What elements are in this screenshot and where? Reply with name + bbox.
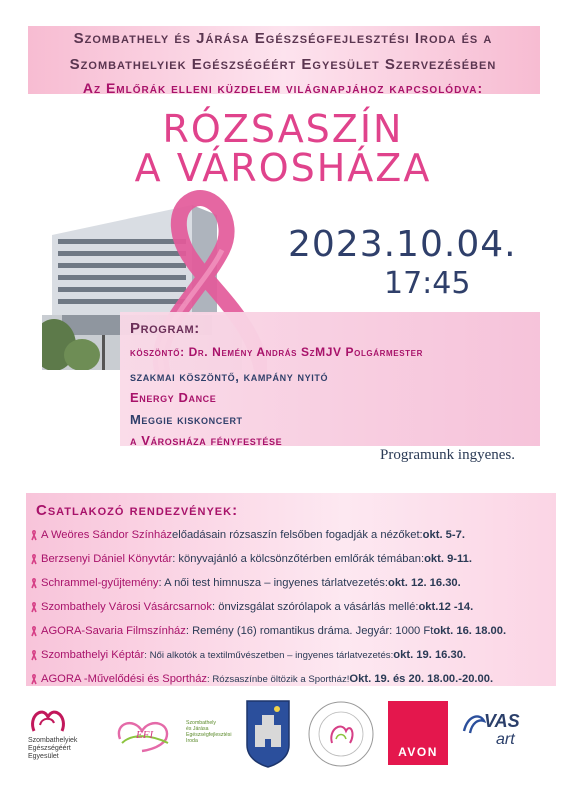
program-item: köszöntő: Dr. Nemény András SzMJV Polgármester xyxy=(130,345,423,359)
event-description: : könyvajánló a kölcsönzőtérben emlőrák témában: xyxy=(172,553,425,565)
event-venue: Szombathely Városi Vásárcsarnok xyxy=(41,601,212,613)
event-list-item xyxy=(30,577,461,589)
event-venue: Szombathelyi Képtár xyxy=(41,649,145,661)
event-venue: Schrammel-gyűjtemény xyxy=(41,577,159,589)
vasart-swirl-icon xyxy=(462,711,486,735)
sponsor-logos-row xyxy=(0,695,566,795)
efi-logo-text: Iroda xyxy=(186,738,198,744)
event-description: : Rózsaszínbe öltözik a Sportház! xyxy=(207,673,350,685)
event-when: okt. 5-7. xyxy=(422,529,465,541)
sze-association-logo xyxy=(28,703,104,763)
joining-events-heading: Csatlakozó rendezvények: xyxy=(36,502,239,519)
efi-logo-text: és Járása xyxy=(186,726,209,732)
program-item: Meggie kiskoncert xyxy=(130,412,243,427)
event-description: : Remény (16) romantikus dráma. Jegyár: 1000 Ft xyxy=(185,625,434,637)
efi-logo-text: Egészségfejlesztési xyxy=(186,732,232,738)
event-venue: A Weöres Sándor Színház xyxy=(41,529,173,541)
sze-logo-text: Egyesület xyxy=(28,753,59,760)
small-ribbon-icon xyxy=(30,673,38,685)
event-venue: Berzsenyi Dániel Könyvtár xyxy=(41,553,173,565)
program-item: a Városháza fényfestése xyxy=(130,433,283,448)
vasart-logo xyxy=(462,707,542,761)
small-ribbon-icon xyxy=(30,601,38,613)
avon-logo-text: AVON xyxy=(398,745,438,759)
efi-logo xyxy=(112,713,240,753)
header-organizer-line1: Szombathely és Járása Egészségfejlesztési Iroda és a xyxy=(73,30,493,47)
avon-logo xyxy=(388,701,448,765)
event-when: okt.12 -14. xyxy=(418,601,474,613)
event-when: okt. 12. 16.30. xyxy=(388,577,461,589)
small-ribbon-icon xyxy=(30,625,38,637)
vasart-logo-text: VAS xyxy=(484,711,520,731)
event-description: : A női test himnusza – ingyenes tárlatvezetés: xyxy=(158,577,388,589)
small-ribbon-icon xyxy=(30,553,38,565)
event-description: : Női alkotók a textilművészetben – ingyenes tárlatvezetés: xyxy=(144,649,394,661)
main-title-line2: A VÁROSHÁZA xyxy=(134,146,432,190)
event-date: 2023.10.04. xyxy=(288,224,517,265)
small-ribbon-icon xyxy=(30,577,38,589)
sze-heart-icon xyxy=(28,703,68,737)
event-when: okt. 16. 18.00. xyxy=(433,625,507,637)
event-list-item xyxy=(30,529,465,541)
event-list-item xyxy=(30,673,493,685)
event-list-item xyxy=(30,625,506,637)
event-when: okt. 19. 16.30. xyxy=(393,649,467,661)
city-coat-of-arms-icon xyxy=(245,699,291,769)
efi-logo-mark: EFI xyxy=(136,729,154,741)
event-list-item xyxy=(30,649,466,661)
event-venue: AGORA-Savaria Filmszínház xyxy=(41,625,186,637)
main-title-line1: RÓZSASZÍN xyxy=(162,107,404,151)
event-list-item xyxy=(30,553,472,565)
efi-heart-icon xyxy=(112,713,182,753)
header-occasion: Az Emlőrák elleni küzdelem világnapjához kapcsolódva: xyxy=(82,80,484,96)
efi-logo-text: Szombathely xyxy=(186,720,216,726)
event-venue: AGORA -Művelődési és Sportház xyxy=(41,673,208,685)
program-item: Energy Dance xyxy=(130,390,217,405)
small-ribbon-icon xyxy=(30,529,38,541)
sze-logo-text: Szombathelyiek xyxy=(28,737,78,744)
header-organizer-line2: Szombathelyiek Egészségéért Egyesület Szervezésében xyxy=(69,56,497,73)
health-center-seal-icon xyxy=(306,699,376,769)
program-item: szakmai köszöntő, kampány nyitó xyxy=(130,369,329,384)
sze-logo-text: Egészségéért xyxy=(28,745,71,752)
program-heading: Program: xyxy=(130,320,200,337)
free-admission-note: Programunk ingyenes. xyxy=(380,447,515,463)
small-ribbon-icon xyxy=(30,649,38,661)
event-time: 17:45 xyxy=(384,266,471,301)
vasart-logo-text: art xyxy=(496,731,515,748)
event-when: okt. 9-11. xyxy=(424,553,472,565)
event-description: : önvizsgálat szórólapok a vásárlás mellé: xyxy=(212,601,419,613)
event-description: előadásain rózsaszín felsőben fogadják a nézőket: xyxy=(172,529,423,541)
event-when: Okt. 19. és 20. 18.00.-20.00. xyxy=(349,673,494,685)
event-list-item xyxy=(30,601,473,613)
